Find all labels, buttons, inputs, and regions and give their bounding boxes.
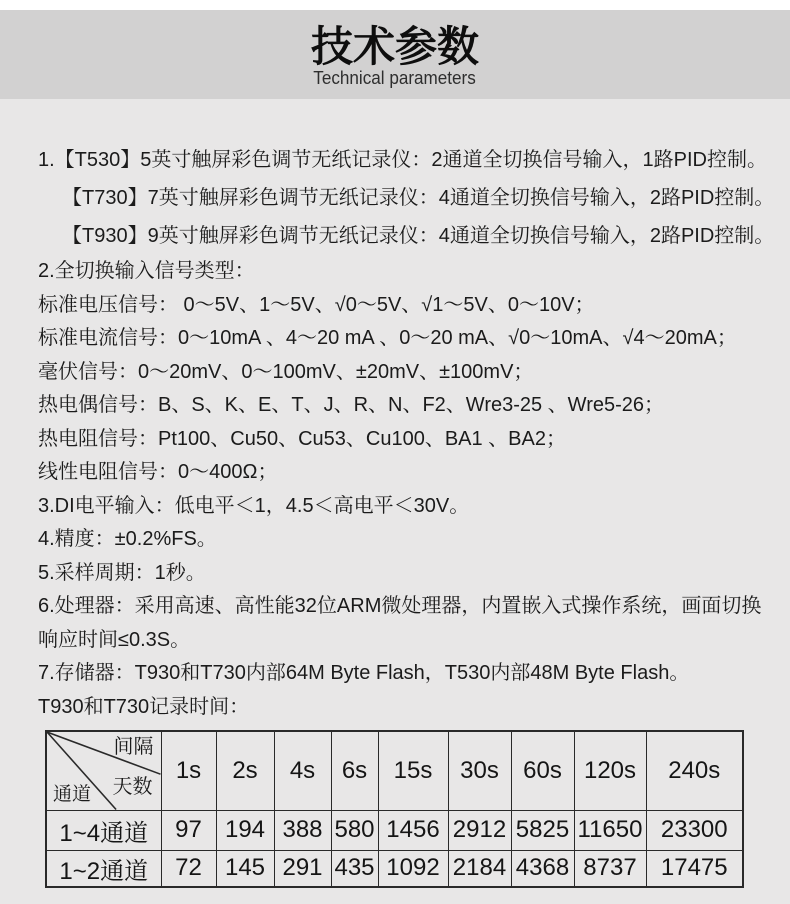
interval-header-cell: 30s [448, 731, 511, 810]
spec-line-linear-resistance: 线性电阻信号：0～400Ω； [38, 461, 278, 483]
value-cell: 23300 [646, 810, 743, 850]
value-cell: 1456 [378, 810, 448, 850]
spec-line-processor-cont: 响应时间≤0.3S。 [38, 628, 191, 651]
interval-header-cell: 60s [511, 731, 574, 810]
table-row-1-4-channels [46, 810, 743, 850]
value-cell: 435 [331, 850, 378, 887]
value-cell: 4368 [511, 850, 574, 887]
value-cell: 1092 [378, 850, 448, 887]
spec-line-rtd-signals: 热电阻信号：Pt100、Cu50、Cu53、Cu100、BA1 、BA2； [38, 427, 566, 450]
corner-days-label: 天数 [112, 776, 153, 798]
spec-line-record-time-heading: T930和T730记录时间： [38, 695, 250, 718]
value-cell: 2184 [448, 850, 511, 887]
value-cell: 8737 [574, 850, 646, 887]
corner-interval-label: 间隔 [113, 736, 154, 758]
header-band [0, 10, 790, 99]
spec-line-millivolt-signals: 毫伏信号：0～20mV、0～100mV、±20mV、±100mV； [38, 360, 534, 383]
spec-line-model-t530: 1.【T530】5英寸触屏彩色调节无纸记录仪：2通道全切换信号输入，1路PID控制。 [38, 149, 767, 171]
interval-header-cell: 1s [161, 731, 216, 810]
table-corner-cell [46, 731, 161, 810]
value-cell: 291 [274, 850, 331, 887]
value-cell: 5825 [511, 810, 574, 850]
value-cell: 388 [274, 810, 331, 850]
value-cell: 97 [161, 810, 216, 850]
record-time-table [45, 730, 744, 888]
spec-line-voltage-signals: 标准电压信号： 0～5V、1～5V、√0～5V、√1～5V、0～10V； [38, 293, 595, 316]
spec-line-storage: 7.存储器：T930和T730内部64M Byte Flash，T530内部48M Byte Flash。 [38, 662, 690, 684]
spec-line-accuracy: 4.精度：±0.2%FS。 [38, 528, 217, 550]
value-cell: 580 [331, 810, 378, 850]
value-cell: 2912 [448, 810, 511, 850]
channel-row-label: 1~4通道 [46, 810, 161, 850]
top-white-strip [0, 0, 790, 10]
value-cell: 11650 [574, 810, 646, 850]
interval-header-cell: 240s [646, 731, 743, 810]
spec-line-thermocouple-signals: 热电偶信号：B、S、K、E、T、J、R、N、F2、Wre3-25 、Wre5-26； [38, 394, 665, 416]
spec-line-processor: 6.处理器：采用高速、高性能32位ARM微处理器，内置嵌入式操作系统，画面切换 [38, 595, 762, 617]
spec-line-di-level-input: 3.DI电平输入：低电平＜1，4.5＜高电平＜30V。 [38, 494, 470, 517]
page-subtitle: Technical parameters [313, 68, 477, 88]
spec-line-sampling-period: 5.采样周期：1秒。 [38, 561, 206, 584]
interval-header-cell: 15s [378, 731, 448, 810]
value-cell: 194 [216, 810, 274, 850]
spec-line-signal-types-heading: 2.全切换输入信号类型： [38, 260, 255, 282]
spec-line-current-signals: 标准电流信号：0～10mA 、4～20 mA 、0～20 mA、√0～10mA、√4～20mA； [38, 327, 737, 349]
specs-list [38, 141, 778, 724]
value-cell: 145 [216, 850, 274, 887]
interval-header-cell: 4s [274, 731, 331, 810]
table-row-1-2-channels [46, 850, 743, 887]
interval-header-cell: 2s [216, 731, 274, 810]
value-cell: 17475 [646, 850, 743, 887]
spec-line-model-t930: 【T930】9英寸触屏彩色调节无纸记录仪：4通道全切换信号输入，2路PID控制。 [62, 225, 775, 247]
page-title: 技术参数 [310, 23, 479, 70]
channel-row-label: 1~2通道 [46, 850, 161, 887]
corner-channel-label: 通道 [53, 783, 92, 805]
value-cell: 72 [161, 850, 216, 887]
interval-header-cell: 120s [574, 731, 646, 810]
spec-line-model-t730: 【T730】7英寸触屏彩色调节无纸记录仪：4通道全切换信号输入，2路PID控制。 [62, 187, 775, 209]
interval-header-cell: 6s [331, 731, 378, 810]
